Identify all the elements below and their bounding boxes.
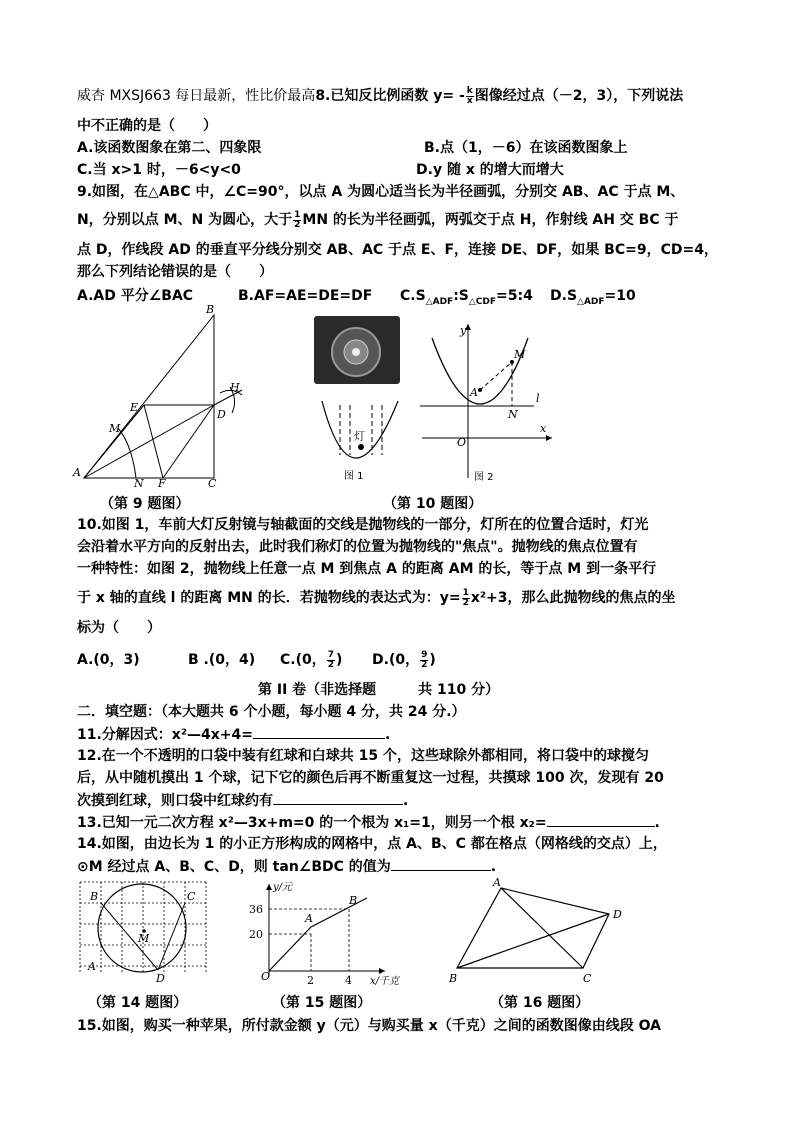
q8-stem-line2: 中不正确的是（ ） [77, 118, 217, 134]
figure-10-diagram-1 [314, 395, 414, 485]
q10-line2: 会沿着水平方向的反射出去，此时我们称灯的位置为抛物线的"焦点"。抛物线的焦点位置有 [77, 539, 638, 555]
q9-line3: 点 D，作线段 AD 的垂直平分线分别交 AB、AC 于点 E、F，连接 DE、DF，如果 BC=9，CD=4， [77, 242, 718, 258]
q9-line2: N，分别以点 M、N 为圆心，大于 $\frac{1}{2}$ MN 的长为半径画弧，两弧交于点 H，作射线 AH 交 BC 于 [77, 209, 679, 230]
answer-blank[interactable] [391, 856, 491, 871]
q15-line1: 15.如图，购买一种苹果，所付款金额 y（元）与购买量 x（千克）之间的函数图像由线段 OA [77, 1018, 661, 1034]
label-m: M [109, 422, 121, 435]
svg-text:B: B [449, 972, 458, 985]
figure-15-caption: （第 15 题图） [272, 995, 372, 1011]
figure-15-graph [245, 876, 400, 987]
figure-16-quadrilateral [445, 876, 635, 986]
fraction: $\frac{1}{2}$ [462, 587, 469, 608]
svg-text:M: M [138, 932, 150, 945]
svg-text:A: A [88, 960, 96, 973]
q9-option-a: A.AD 平分∠BAC [77, 288, 194, 304]
figure-16-caption: （第 16 题图） [490, 995, 590, 1011]
q8-option-b: B.点（1，－6）在该函数图象上 [424, 140, 628, 156]
svg-text:B: B [90, 890, 99, 903]
q10-line3: 一种特性：如图 2，抛物线上任意一点 M 到焦点 A 的距离 AM 的长，等于点 M 到一条平行 [77, 561, 657, 577]
q14-line2: ⊙M 经过点 A、B、C、D，则 tan∠BDC 的值为 . [77, 856, 496, 877]
figure-10-diagram-2 [412, 318, 562, 488]
figure-14-caption: （第 14 题图） [88, 995, 188, 1011]
q11-line: 11.分解因式：x²—4x+4= . [77, 724, 390, 745]
figure-9-caption: （第 9 题图） [100, 496, 190, 512]
q14-line1: 14.如图，由边长为 1 的小正方形构成的网格中，点 A、B、C 都在格点（网格线的交点）上， [77, 836, 667, 852]
figure-2-label: 图 2 [474, 472, 494, 483]
svg-text:4: 4 [345, 974, 352, 987]
svg-text:D: D [613, 908, 622, 921]
svg-text:B: B [349, 894, 358, 907]
svg-text:y/元: y/元 [273, 882, 293, 893]
svg-text:36: 36 [249, 903, 263, 916]
q8-stem-line1: 威杏 MXSJ663 每日最新，性比价最高8.已知反比例函数 y= - $\frac{k}{x}$ 图像经过点（－2，3），下列说法 [77, 85, 684, 106]
headlight-photo [314, 316, 400, 384]
label-n: N [134, 477, 144, 490]
figure-14-grid-circle [74, 876, 214, 988]
svg-text:A: A [470, 386, 478, 399]
q8-option-c: C.当 x>1 时，－6<y<0 [77, 162, 241, 178]
q8-option-a: A.该函数图象在第二、四象限 [77, 140, 262, 156]
q10-option-b: B .(0，4) [188, 652, 256, 668]
svg-text:x/千克: x/千克 [370, 976, 400, 987]
label-b: B [206, 303, 215, 316]
answer-blank[interactable] [547, 812, 655, 827]
svg-text:D: D [156, 972, 165, 985]
svg-text:2: 2 [307, 974, 314, 987]
svg-text:C: C [583, 972, 592, 985]
label-f: F [158, 477, 166, 490]
q10-line5: 标为（ ） [77, 620, 161, 636]
q10-option-d: D.(0， $\frac{9}{2}$ ) [372, 649, 436, 670]
answer-blank[interactable] [273, 790, 403, 805]
svg-text:l: l [536, 392, 540, 405]
q13-line: 13.已知一元二次方程 x²—3x+m=0 的一个根为 x₁=1，则另一个根 x₂= . [77, 812, 660, 833]
q9-line1: 9.如图，在△ABC 中，∠C=90°，以点 A 为圆心适当长为半径画弧，分别交 AB、AC 于点 M、 [77, 184, 685, 200]
label-e: E [130, 401, 139, 414]
label-c: C [208, 477, 217, 490]
label-a: A [73, 466, 81, 479]
label-h: H [230, 381, 240, 394]
svg-text:O: O [261, 970, 271, 983]
figure-1-label: 图 1 [344, 471, 364, 482]
q10-line1: 10.如图 1，车前大灯反射镜与轴截面的交线是抛物线的一部分，灯所在的位置合适时，灯光 [77, 517, 649, 533]
answer-blank[interactable] [253, 724, 385, 739]
svg-text:灯: 灯 [354, 430, 365, 443]
svg-text:C: C [187, 890, 196, 903]
label-d: D [217, 408, 226, 421]
q10-line4: 于 x 轴的直线 l 的距离 MN 的长．若抛物线的表达式为：y= $\frac{1}{2}$ x²+3，那么此抛物线的焦点的坐 [77, 587, 676, 608]
svg-text:N: N [508, 408, 518, 421]
watermark-text: 威杏 MXSJ663 每日最新，性比价最高 [77, 88, 316, 104]
q9-option-c: $C.S_{\triangle ADF}:S_{\triangle CDF}=5:4$ [400, 288, 533, 307]
q12-line3: 次摸到红球，则口袋中红球约有 . [77, 790, 408, 811]
svg-text:A: A [493, 876, 501, 889]
q10-option-a: A.(0，3) [77, 652, 140, 668]
figure-9-triangle [70, 305, 250, 490]
q12-line1: 12.在一个不透明的口袋中装有红球和白球共 15 个，这些球除外都相同，将口袋中的球搅匀 [77, 748, 650, 764]
q12-line2: 后，从中随机摸出 1 个球，记下它的颜色后再不断重复这一过程，共摸球 100 次，发现有 20 [77, 770, 664, 786]
svg-text:O: O [457, 436, 467, 449]
q9-option-d: $D.S_{\triangle ADF}=10$ [550, 288, 636, 307]
svg-text:A: A [305, 912, 313, 925]
figure-10-caption: （第 10 题图） [383, 496, 483, 512]
section-heading: 二．填空题：（本大题共 6 个小题，每小题 4 分，共 24 分.） [77, 704, 466, 720]
q8-option-d: D.y 随 x 的增大而增大 [416, 162, 564, 178]
q9-line4: 那么下列结论错误的是（ ） [77, 264, 273, 280]
fraction: $\frac{1}{2}$ [294, 209, 301, 230]
headlight-icon [314, 316, 400, 384]
fraction: $\frac{k}{x}$ [466, 85, 473, 106]
svg-text:x: x [540, 422, 547, 435]
svg-text:y: y [460, 324, 467, 337]
q9-option-b: B.AF=AE=DE=DF [238, 288, 373, 304]
svg-text:20: 20 [249, 928, 263, 941]
q10-option-c: C.(0， $\frac{7}{2}$ ) [280, 649, 343, 670]
svg-text:M: M [514, 348, 526, 361]
part2-title: 第 II 卷（非选择题 共 110 分） [258, 682, 500, 698]
